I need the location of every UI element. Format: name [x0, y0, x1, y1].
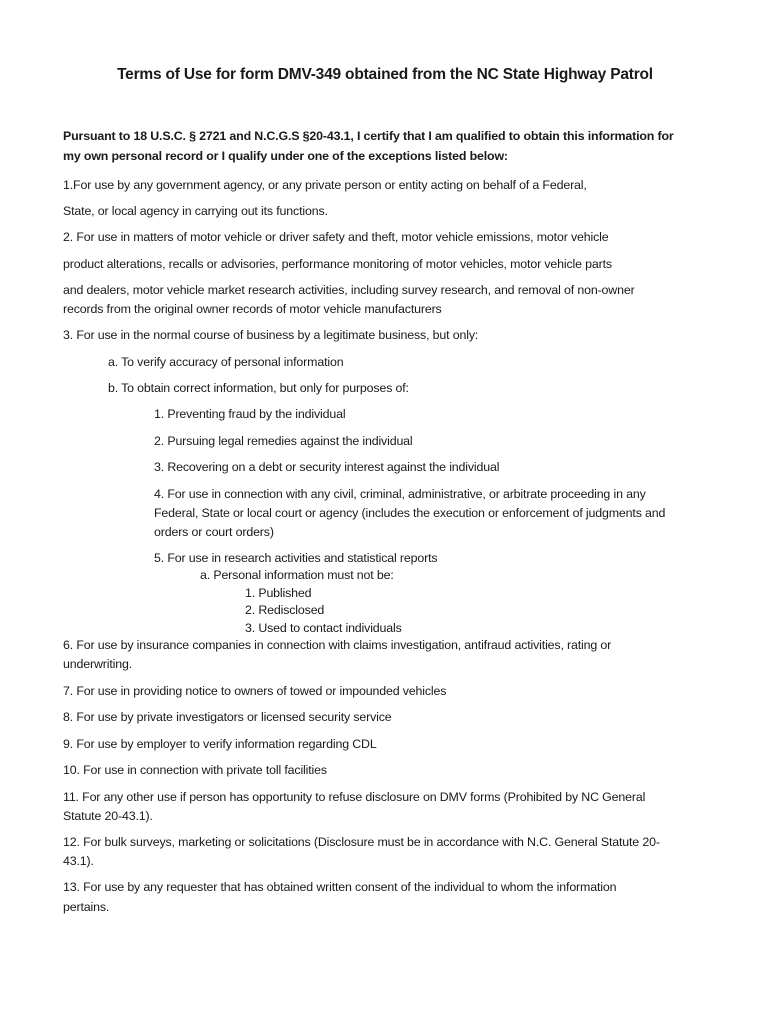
document-title: Terms of Use for form DMV-349 obtained from the NC State Highway Patrol: [117, 66, 653, 83]
item-8: 8. For use by private investigators or licensed security service: [63, 710, 392, 724]
item-13-line-1: 13. For use by any requester that has obtained written consent of the individual to whom the information: [63, 880, 617, 894]
item-3b-4-line-3: orders or court orders): [154, 525, 274, 539]
item-3b-5a-1: 1. Published: [245, 586, 312, 600]
item-11-line-2: Statute 20-43.1).: [63, 809, 153, 823]
item-3b-5: 5. For use in research activities and statistical reports: [154, 551, 438, 565]
item-2-line-2: product alterations, recalls or advisories, performance monitoring of motor vehicles, motor vehicle parts: [63, 257, 612, 271]
item-12-line-1: 12. For bulk surveys, marketing or solicitations (Disclosure must be in accordance with N.C. General Statute 20-: [63, 835, 660, 849]
item-3a: a. To verify accuracy of personal information: [108, 355, 344, 369]
item-3b-1: 1. Preventing fraud by the individual: [154, 407, 346, 421]
item-2-line-1: 2. For use in matters of motor vehicle or driver safety and theft, motor vehicle emissions, motor vehicle: [63, 230, 609, 244]
item-3b-5a: a. Personal information must not be:: [200, 568, 394, 582]
item-13-line-2: pertains.: [63, 900, 110, 914]
item-6-line-1: 6. For use by insurance companies in connection with claims investigation, antifraud activities, rating or: [63, 638, 612, 652]
item-3b-5a-2: 2. Redisclosed: [245, 603, 325, 617]
item-3b-2: 2. Pursuing legal remedies against the individual: [154, 434, 413, 448]
item-3b-4-line-2: Federal, State or local court or agency (includes the execution or enforcement of judgments and: [154, 506, 666, 520]
item-2-line-3: and dealers, motor vehicle market research activities, including survey research, and removal of non-owner: [63, 283, 635, 297]
item-3b-4-line-1: 4. For use in connection with any civil, criminal, administrative, or arbitrate proceeding in any: [154, 487, 646, 501]
item-1-line-1: 1.For use by any government agency, or any private person or entity acting on behalf of a Federal,: [63, 178, 587, 192]
item-11-line-1: 11. For any other use if person has opportunity to refuse disclosure on DMV forms (Prohibited by NC General: [63, 790, 646, 804]
item-9: 9. For use by employer to verify information regarding CDL: [63, 737, 377, 751]
item-1-line-2: State, or local agency in carrying out its functions.: [63, 204, 328, 218]
item-7: 7. For use in providing notice to owners of towed or impounded vehicles: [63, 684, 447, 698]
item-10: 10. For use in connection with private toll facilities: [63, 763, 327, 777]
intro-line-2: my own personal record or I qualify under one of the exceptions listed below:: [63, 149, 508, 163]
item-3b-3: 3. Recovering on a debt or security interest against the individual: [154, 460, 500, 474]
intro-line-1: Pursuant to 18 U.S.C. § 2721 and N.C.G.S §20-43.1, I certify that I am qualified to obtain this information for: [63, 129, 674, 143]
item-3b-5a-3: 3. Used to contact individuals: [245, 621, 402, 635]
item-3: 3. For use in the normal course of business by a legitimate business, but only:: [63, 328, 479, 342]
item-2-line-4: records from the original owner records of motor vehicle manufacturers: [63, 302, 442, 316]
item-3b: b. To obtain correct information, but only for purposes of:: [108, 381, 409, 395]
item-6-line-2: underwriting.: [63, 657, 132, 671]
item-12-line-2: 43.1).: [63, 854, 94, 868]
